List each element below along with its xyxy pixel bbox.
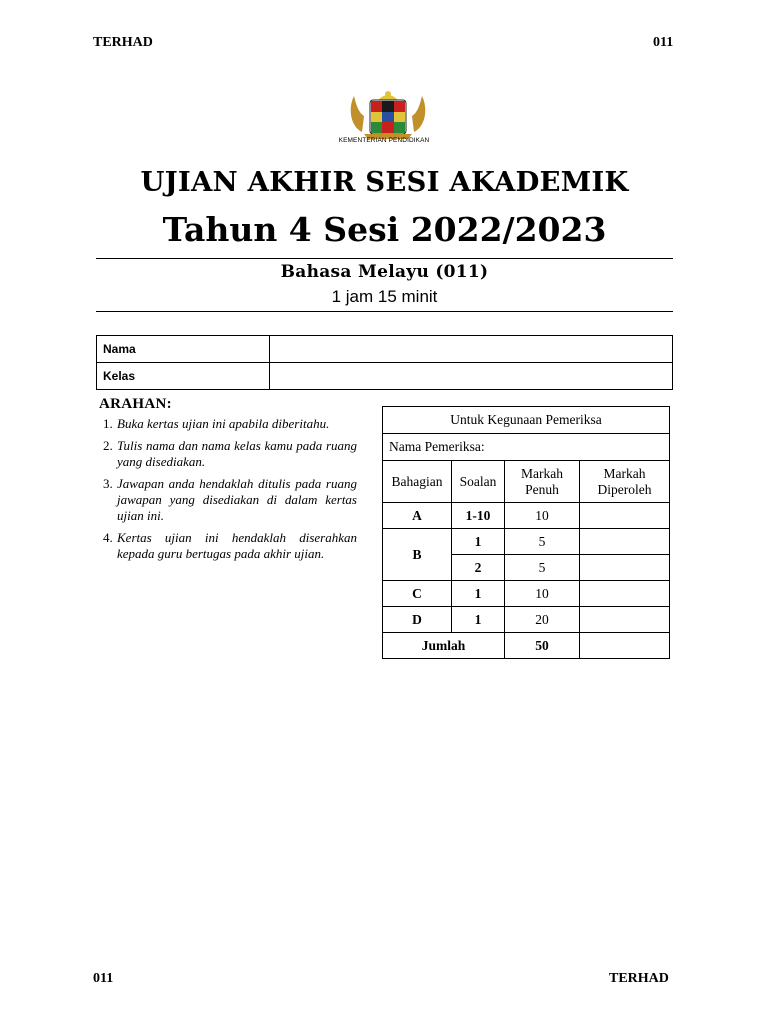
instruction-item — [103, 416, 357, 432]
instruction-item — [103, 438, 357, 470]
table-row — [383, 581, 670, 607]
full-marks-cell: 5 — [505, 529, 580, 555]
marks-obtained-cell[interactable] — [580, 503, 670, 529]
total-marks-obtained[interactable] — [580, 633, 670, 659]
instruction-number: 4. — [103, 530, 113, 545]
question-cell: 1-10 — [452, 503, 505, 529]
col-header-marks-obtained-line2: Diperoleh — [597, 481, 652, 497]
full-marks-cell: 10 — [505, 503, 580, 529]
full-marks-cell: 20 — [505, 607, 580, 633]
instruction-text: Jawapan anda hendaklah ditulis pada ruang jawapan yang disediakan di dalam kertas ujian ini. — [117, 476, 357, 523]
full-marks-cell: 5 — [505, 555, 580, 581]
question-cell: 1 — [452, 581, 505, 607]
col-header-question: Soalan — [452, 461, 505, 503]
header-classification: TERHAD — [93, 35, 153, 50]
marks-obtained-cell[interactable] — [580, 529, 670, 555]
col-header-full-marks — [505, 461, 580, 503]
examiner-table-title: Untuk Kegunaan Pemeriksa — [383, 407, 670, 434]
col-header-marks-obtained-line1: Markah — [603, 465, 646, 481]
header-paper-code: 011 — [653, 35, 674, 50]
section-cell: D — [383, 607, 452, 633]
exam-duration: 1 jam 15 minit — [331, 287, 438, 306]
marks-obtained-cell[interactable] — [580, 581, 670, 607]
examiner-table — [382, 406, 670, 659]
section-cell: A — [383, 503, 452, 529]
col-header-section: Bahagian — [383, 461, 452, 503]
class-field[interactable] — [270, 363, 673, 390]
full-marks-cell: 10 — [505, 581, 580, 607]
marks-obtained-cell[interactable] — [580, 607, 670, 633]
instruction-item — [103, 476, 357, 524]
instruction-text: Kertas ujian ini hendaklah diserahkan kepada guru bertugas pada akhir ujian. — [117, 530, 357, 561]
col-header-full-marks-line2: Penuh — [525, 481, 559, 497]
question-cell: 1 — [452, 529, 505, 555]
footer-classification: TERHAD — [609, 971, 669, 986]
total-full-marks: 50 — [505, 633, 580, 659]
instruction-number: 2. — [103, 438, 113, 453]
exam-title: UJIAN AKHIR SESI AKADEMIK — [140, 166, 629, 198]
section-cell: B — [383, 529, 452, 581]
subject-name: Bahasa Melayu (011) — [280, 262, 489, 282]
question-cell: 1 — [452, 607, 505, 633]
marks-obtained-cell[interactable] — [580, 555, 670, 581]
section-cell: C — [383, 581, 452, 607]
instructions-title: ARAHAN: — [99, 396, 172, 412]
class-label: Kelas — [97, 363, 270, 390]
instruction-number: 1. — [103, 416, 113, 431]
instructions-list — [103, 416, 357, 568]
ministry-name: KEMENTERIAN PENDIDIKAN — [338, 137, 430, 144]
footer-paper-code: 011 — [93, 971, 114, 986]
col-header-full-marks-line1: Markah — [521, 465, 563, 481]
total-label: Jumlah — [383, 633, 505, 659]
question-cell: 2 — [452, 555, 505, 581]
exam-year: Tahun 4 Sesi 2022/2023 — [162, 210, 607, 249]
name-field[interactable] — [270, 336, 673, 363]
examiner-name-label: Nama Pemeriksa: — [383, 434, 670, 461]
instruction-text: Buka kertas ujian ini apabila diberitahu. — [117, 416, 330, 431]
table-row — [383, 503, 670, 529]
col-header-marks-obtained — [580, 461, 670, 503]
title-divider-bottom — [96, 311, 673, 312]
student-identity-table — [96, 335, 673, 390]
instruction-item — [103, 530, 357, 562]
name-label: Nama — [97, 336, 270, 363]
title-divider-top — [96, 258, 673, 259]
table-row — [383, 607, 670, 633]
total-row — [383, 633, 670, 659]
instruction-number: 3. — [103, 476, 113, 491]
table-row — [383, 529, 670, 555]
instruction-text: Tulis nama dan nama kelas kamu pada ruang yang disediakan. — [117, 438, 357, 469]
